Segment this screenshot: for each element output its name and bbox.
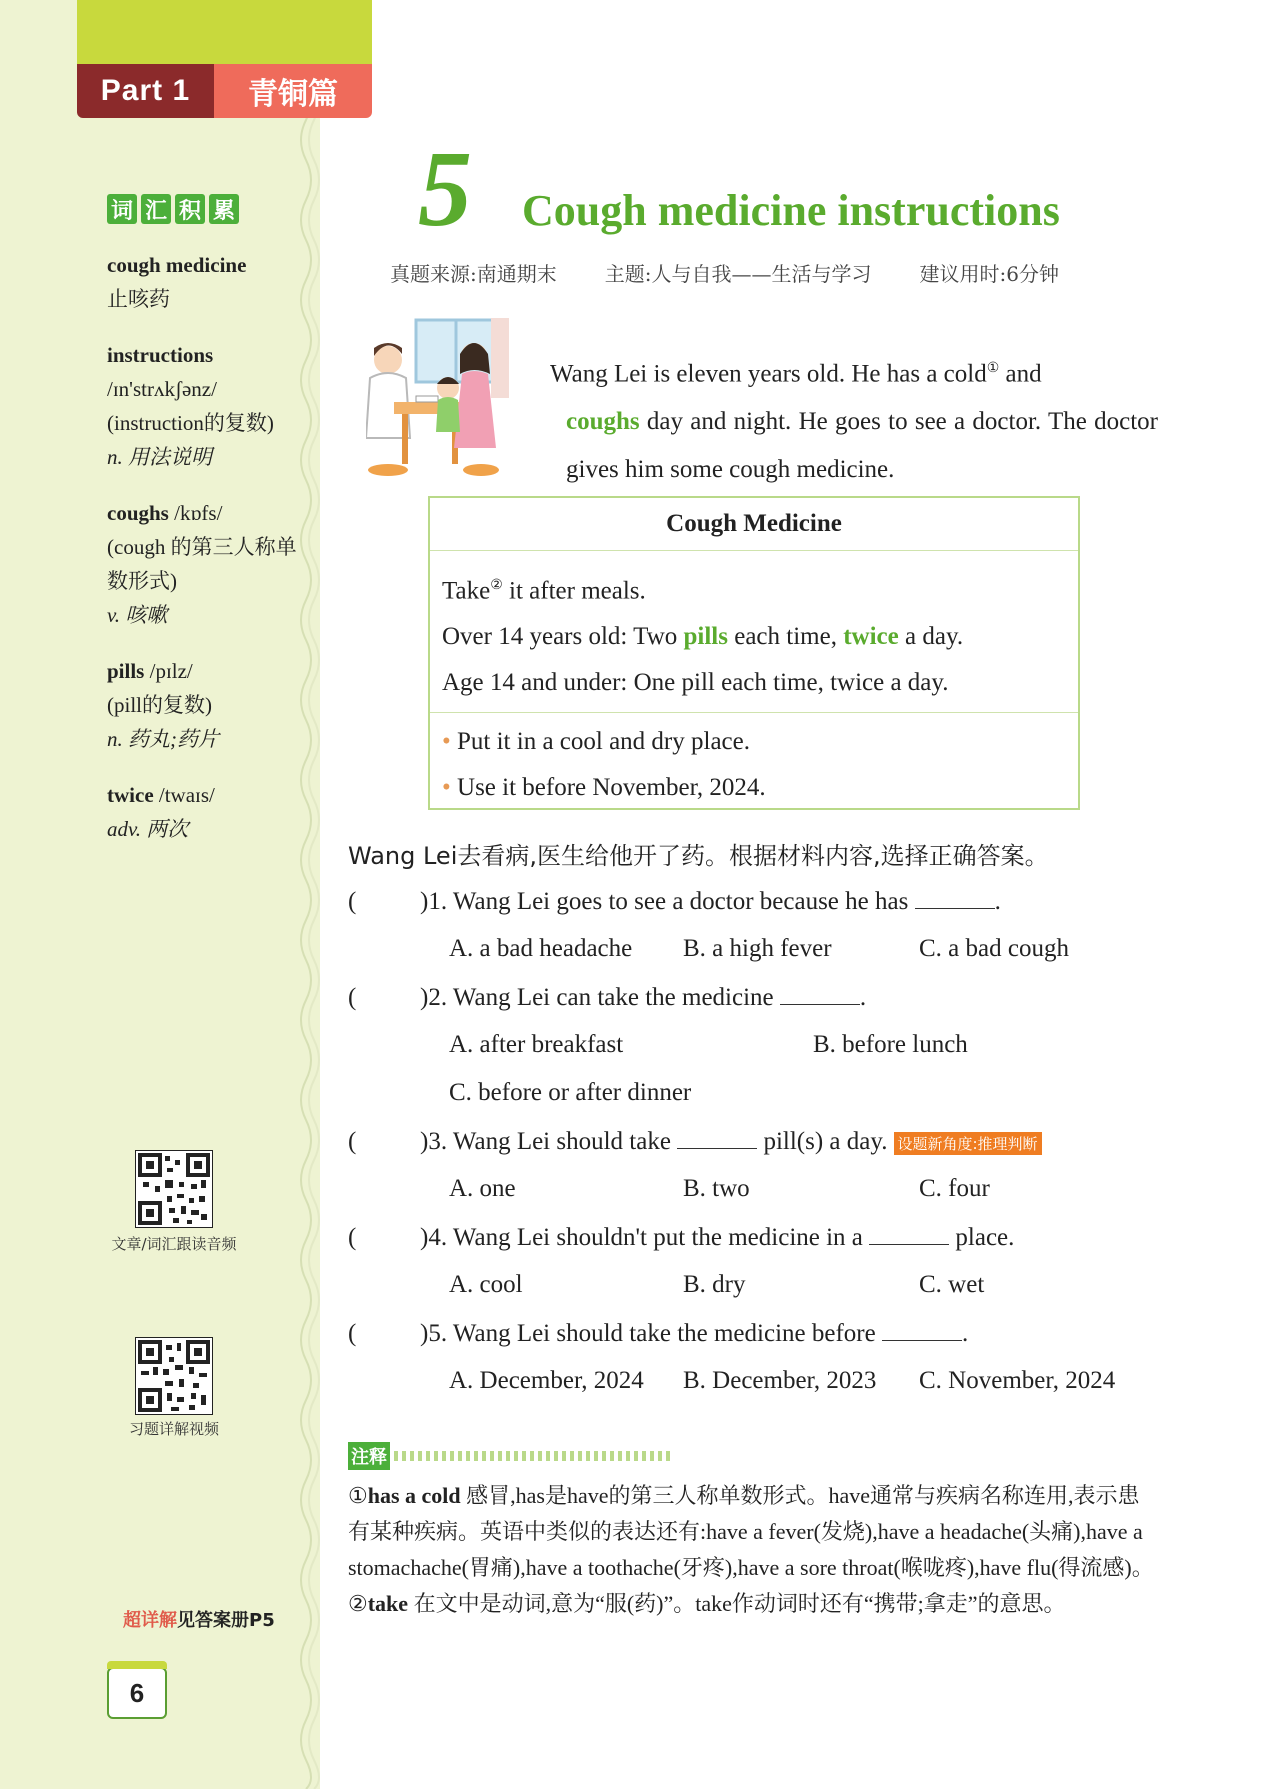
- question-4: [348, 1222, 1148, 1254]
- vocab-word: pills: [107, 659, 145, 683]
- vocab-entry: [107, 496, 307, 632]
- page-number: 6: [107, 1667, 167, 1719]
- theme-label: 主题:人与自我——生活与学习: [604, 262, 872, 286]
- vocab-entry: [107, 654, 307, 756]
- answer-reference: [123, 1606, 275, 1632]
- vocab-note: (pill的复数): [107, 693, 212, 717]
- dosage-text: it after meals.: [502, 577, 646, 605]
- vocab-meaning: n. 药丸;药片: [107, 727, 219, 751]
- vocab-phonetic: /kɒfs/: [174, 501, 223, 525]
- answer-blank: [915, 908, 995, 909]
- vocab-list: [107, 248, 307, 868]
- note-1: [348, 1478, 1154, 1586]
- question-1: [348, 886, 1148, 918]
- question-instruction: Wang Lei去看病,医生给他开了药。根据材料内容,选择正确答案。: [348, 842, 1049, 870]
- answer-blank: [677, 1148, 757, 1149]
- question-stem: .: [994, 888, 1001, 915]
- lesson-meta: [390, 258, 1059, 287]
- vocab-title-char: 累: [209, 194, 239, 224]
- note-text: 在文中是动词,意为“服(药)”。take作动词时还有“携带;拿走”的意思。: [408, 1591, 1066, 1616]
- bullet-icon: •: [442, 728, 451, 756]
- bullet-icon: •: [442, 774, 451, 802]
- dosage-text: Take: [442, 577, 491, 605]
- qr-video-label: 习题详解视频: [128, 1420, 219, 1438]
- question-5: [348, 1318, 1148, 1350]
- answer-blank: [882, 1340, 962, 1341]
- question-stem: )5. Wang Lei should take the medicine before: [420, 1320, 882, 1347]
- note-marker: ①: [348, 1483, 368, 1508]
- option-b[interactable]: B. two: [683, 1175, 750, 1202]
- part-tab: [77, 64, 372, 118]
- vocab-word: instructions: [107, 343, 214, 367]
- keyword-highlight: twice: [843, 623, 899, 651]
- dosage-text: Age 14 and under: One pill each time, twice a day.: [442, 669, 949, 697]
- note-term: take: [367, 1591, 409, 1616]
- vocab-entry: [107, 248, 307, 316]
- question-tag: 设题新角度:推理判断: [894, 1132, 1042, 1155]
- question-stem: )3. Wang Lei should take: [420, 1128, 678, 1155]
- option-a[interactable]: A. one: [449, 1175, 516, 1202]
- vocab-word: cough medicine: [107, 253, 247, 277]
- vocab-section-title: [107, 194, 239, 224]
- answer-paren[interactable]: (: [348, 1224, 357, 1251]
- footnote-marker: ①: [986, 361, 1000, 376]
- header-accent: [77, 0, 372, 64]
- footnote-marker: ②: [490, 578, 503, 593]
- time-label: 建议用时:6分钟: [919, 262, 1059, 286]
- qr-code-audio[interactable]: [135, 1150, 213, 1228]
- question-3: [348, 1126, 1148, 1158]
- doctor-illustration: [366, 318, 526, 488]
- vocab-title-char: 汇: [141, 194, 171, 224]
- vocab-phonetic: /twaɪs/: [158, 783, 215, 807]
- lesson-title: Cough medicine instructions: [522, 186, 1060, 235]
- intro-passage: [550, 345, 1158, 494]
- answer-blank: [780, 1004, 860, 1005]
- option-c[interactable]: C. four: [919, 1175, 990, 1202]
- lesson-number: 5: [418, 130, 472, 249]
- option-c[interactable]: C. before or after dinner: [449, 1079, 692, 1106]
- note-term: has a cold: [367, 1483, 461, 1508]
- intro-text: day and night. He goes to see a doctor. The doctor gives him some cough medicine.: [566, 408, 1158, 484]
- option-a[interactable]: A. after breakfast: [449, 1031, 624, 1058]
- question-stem: place.: [949, 1224, 1015, 1251]
- option-a[interactable]: A. a bad headache: [449, 935, 633, 962]
- vocab-meaning: v. 咳嗽: [107, 603, 168, 627]
- vocab-entry: [107, 338, 307, 474]
- option-c[interactable]: C. November, 2024: [919, 1367, 1116, 1394]
- answer-paren[interactable]: (: [348, 984, 357, 1011]
- note-marker: ②: [348, 1591, 368, 1616]
- option-c[interactable]: C. wet: [919, 1271, 985, 1298]
- level-label: 青铜篇: [214, 64, 372, 118]
- vocab-phonetic: /ɪn'strʌkʃənz/: [107, 377, 217, 401]
- vocab-word: coughs: [107, 501, 169, 525]
- keyword-highlight: coughs: [566, 408, 640, 436]
- note-text: 感冒,has是have的第三人称单数形式。have通常与疾病名称连用,表示患有某种疾病。英语中类似的表达还有:have a fever(发烧),have a headache(头痛),have a stomachache(胃痛),have a toothache(牙疼),have a sore throat(喉咙疼),have flu(得流感)。: [348, 1483, 1154, 1580]
- question-stem: pill(s) a day.: [757, 1128, 888, 1155]
- answer-paren[interactable]: (: [348, 888, 357, 915]
- qr-audio-label: 文章/词汇跟读音频: [111, 1235, 237, 1253]
- vocab-note: (cough 的第三人称单数形式): [107, 535, 297, 593]
- medicine-label-box: [428, 496, 1080, 810]
- notes-title: 注释: [348, 1442, 390, 1470]
- vocab-phonetic: /pɪlz/: [149, 659, 193, 683]
- intro-text: and: [999, 360, 1042, 388]
- question-stem: .: [859, 984, 867, 1011]
- option-b[interactable]: B. December, 2023: [683, 1367, 877, 1394]
- option-a[interactable]: A. December, 2024: [449, 1367, 644, 1394]
- storage-text: Use it before November, 2024.: [457, 774, 766, 802]
- vocab-note: (instruction的复数): [107, 411, 274, 435]
- vocab-word: twice: [107, 783, 154, 807]
- part-label: Part 1: [77, 64, 214, 118]
- medicine-box-title: Cough Medicine: [430, 498, 1078, 551]
- vocab-title-char: 词: [107, 194, 137, 224]
- question-stem: .: [961, 1320, 969, 1347]
- vocab-title-char: 积: [175, 194, 205, 224]
- storage-text: Put it in a cool and dry place.: [457, 728, 750, 756]
- question-stem: )4. Wang Lei shouldn't put the medicine in a: [420, 1224, 870, 1251]
- option-a[interactable]: A. cool: [449, 1271, 523, 1298]
- question-stem: )2. Wang Lei can take the medicine: [420, 984, 780, 1011]
- answer-paren[interactable]: (: [348, 1320, 357, 1347]
- dosage-text: a day.: [898, 623, 964, 651]
- keyword-highlight: pills: [683, 623, 728, 651]
- answer-ref-highlight: 超详解: [123, 1610, 177, 1631]
- option-b[interactable]: B. before lunch: [813, 1031, 968, 1058]
- qr-code-video[interactable]: [135, 1337, 213, 1415]
- vocab-meaning: 止咳药: [107, 287, 170, 311]
- intro-text: Wang Lei is eleven years old. He has a cold: [550, 360, 987, 388]
- medicine-storage: [430, 713, 1078, 817]
- option-c[interactable]: C. a bad cough: [919, 935, 1069, 962]
- answer-blank: [869, 1244, 949, 1245]
- source-label: 真题来源:南通期末: [390, 262, 557, 286]
- question-stem: )1. Wang Lei goes to see a doctor because he has: [420, 888, 915, 915]
- notes-header: [348, 1442, 674, 1470]
- option-b[interactable]: B. dry: [683, 1271, 746, 1298]
- vocab-meaning: adv. 两次: [107, 817, 189, 841]
- dosage-text: Over 14 years old: Two: [442, 623, 684, 651]
- vocab-entry: [107, 778, 307, 846]
- question-2: [348, 982, 1148, 1014]
- answer-paren[interactable]: (: [348, 1128, 357, 1155]
- option-b[interactable]: B. a high fever: [683, 935, 832, 962]
- notes-body: [348, 1478, 1154, 1622]
- note-2: [348, 1586, 1154, 1622]
- medicine-dosage: [430, 551, 1078, 713]
- notes-divider: [394, 1451, 674, 1461]
- answer-ref-text: 见答案册P5: [177, 1610, 275, 1631]
- vocab-meaning: n. 用法说明: [107, 445, 212, 469]
- dosage-text: each time,: [727, 623, 844, 651]
